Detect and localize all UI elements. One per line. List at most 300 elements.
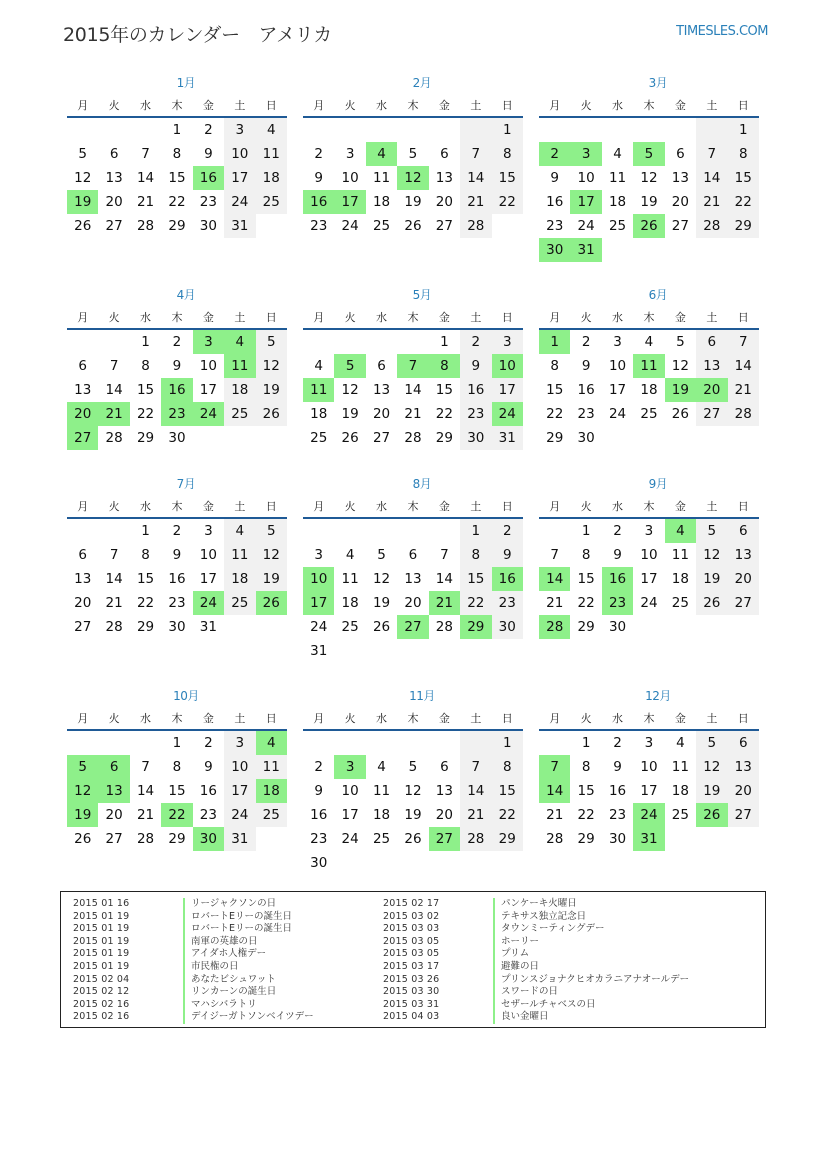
day-cell-holiday[interactable]: 21: [98, 402, 129, 426]
day-cell[interactable]: 18: [671, 783, 689, 799]
day-cell[interactable]: 19: [256, 567, 287, 591]
day-cell[interactable]: 18: [341, 595, 359, 611]
day-cell[interactable]: 30: [310, 855, 328, 871]
day-cell[interactable]: 7: [141, 146, 150, 162]
day-cell[interactable]: 15: [577, 783, 595, 799]
day-cell[interactable]: 20: [105, 807, 123, 823]
day-cell[interactable]: 6: [78, 547, 87, 563]
day-cell[interactable]: 7: [696, 142, 727, 166]
day-cell-holiday[interactable]: 17: [570, 190, 601, 214]
day-cell[interactable]: 25: [310, 430, 328, 446]
day-cell[interactable]: 8: [492, 755, 523, 779]
day-cell[interactable]: 24: [224, 190, 255, 214]
day-cell[interactable]: 4: [256, 118, 287, 142]
day-cell[interactable]: 18: [310, 406, 328, 422]
day-cell[interactable]: 12: [341, 382, 359, 398]
day-cell[interactable]: 2: [613, 523, 622, 539]
day-cell-holiday[interactable]: 19: [67, 803, 98, 827]
day-cell[interactable]: 26: [404, 831, 422, 847]
day-cell-holiday[interactable]: 7: [397, 354, 428, 378]
day-cell[interactable]: 17: [199, 571, 217, 587]
day-cell[interactable]: 4: [224, 519, 255, 543]
day-cell[interactable]: 17: [640, 571, 658, 587]
day-cell[interactable]: 18: [224, 378, 255, 402]
day-cell[interactable]: 4: [613, 146, 622, 162]
day-cell-holiday[interactable]: 16: [303, 190, 334, 214]
day-cell[interactable]: 4: [377, 759, 386, 775]
day-cell[interactable]: 6: [696, 330, 727, 354]
day-cell-holiday[interactable]: 31: [633, 827, 664, 851]
day-cell[interactable]: 5: [676, 334, 685, 350]
day-cell[interactable]: 29: [492, 827, 523, 851]
day-cell[interactable]: 22: [577, 595, 595, 611]
day-cell[interactable]: 20: [74, 595, 92, 611]
day-cell[interactable]: 15: [728, 166, 759, 190]
day-cell[interactable]: 25: [372, 831, 391, 847]
day-cell[interactable]: 24: [224, 803, 255, 827]
day-cell[interactable]: 10: [341, 783, 359, 799]
day-cell[interactable]: 29: [577, 831, 595, 847]
day-cell-holiday[interactable]: 21: [429, 591, 460, 615]
day-cell[interactable]: 2: [172, 334, 182, 350]
day-cell[interactable]: 28: [460, 827, 491, 851]
day-cell[interactable]: 14: [696, 166, 727, 190]
day-cell[interactable]: 13: [696, 354, 727, 378]
day-cell[interactable]: 19: [372, 595, 391, 611]
day-cell[interactable]: 1: [141, 334, 150, 350]
day-cell[interactable]: 23: [199, 194, 217, 210]
day-cell[interactable]: 8: [141, 547, 150, 563]
day-cell[interactable]: 15: [577, 571, 595, 587]
day-cell-holiday[interactable]: 26: [633, 214, 664, 238]
day-cell-holiday[interactable]: 4: [256, 731, 287, 755]
day-cell[interactable]: 14: [105, 382, 123, 398]
day-cell[interactable]: 30: [577, 430, 595, 446]
day-cell-holiday[interactable]: 26: [256, 591, 287, 615]
day-cell[interactable]: 15: [546, 382, 564, 398]
day-cell[interactable]: 18: [256, 166, 287, 190]
day-cell-holiday[interactable]: 4: [224, 330, 255, 354]
day-cell[interactable]: 3: [314, 547, 323, 563]
day-cell[interactable]: 4: [314, 358, 323, 374]
day-cell-holiday[interactable]: 17: [303, 591, 334, 615]
day-cell[interactable]: 1: [460, 519, 491, 543]
day-cell[interactable]: 3: [224, 731, 255, 755]
day-cell-holiday[interactable]: 16: [602, 567, 633, 591]
day-cell[interactable]: 9: [613, 759, 622, 775]
day-cell[interactable]: 7: [440, 547, 449, 563]
day-cell-holiday[interactable]: 11: [303, 378, 334, 402]
day-cell-holiday[interactable]: 19: [665, 378, 696, 402]
day-cell[interactable]: 27: [696, 402, 727, 426]
day-cell[interactable]: 18: [640, 382, 658, 398]
day-cell[interactable]: 20: [671, 194, 689, 210]
day-cell[interactable]: 8: [172, 146, 182, 162]
day-cell[interactable]: 12: [74, 170, 92, 186]
day-cell[interactable]: 13: [74, 571, 92, 587]
day-cell[interactable]: 26: [74, 218, 92, 234]
day-cell[interactable]: 28: [105, 430, 123, 446]
day-cell[interactable]: 25: [256, 803, 287, 827]
day-cell[interactable]: 27: [435, 218, 453, 234]
day-cell[interactable]: 6: [377, 358, 386, 374]
day-cell[interactable]: 30: [608, 619, 627, 635]
day-cell-holiday[interactable]: 11: [224, 354, 255, 378]
day-cell[interactable]: 15: [136, 382, 155, 398]
day-cell[interactable]: 16: [310, 807, 328, 823]
day-cell[interactable]: 24: [640, 595, 658, 611]
day-cell-holiday[interactable]: 11: [633, 354, 664, 378]
day-cell-holiday[interactable]: 13: [98, 779, 129, 803]
day-cell[interactable]: 20: [728, 779, 759, 803]
day-cell[interactable]: 24: [577, 218, 595, 234]
day-cell[interactable]: 12: [671, 358, 689, 374]
day-cell[interactable]: 19: [696, 567, 727, 591]
day-cell-holiday[interactable]: 29: [460, 615, 491, 639]
day-cell[interactable]: 8: [550, 358, 559, 374]
day-cell[interactable]: 21: [460, 803, 491, 827]
day-cell[interactable]: 30: [199, 218, 217, 234]
day-cell[interactable]: 10: [224, 142, 255, 166]
day-cell[interactable]: 28: [435, 619, 453, 635]
day-cell-holiday[interactable]: 24: [492, 402, 523, 426]
day-cell[interactable]: 29: [136, 619, 155, 635]
day-cell[interactable]: 24: [310, 619, 328, 635]
day-cell[interactable]: 17: [224, 166, 255, 190]
day-cell-holiday[interactable]: 3: [193, 330, 224, 354]
day-cell[interactable]: 22: [577, 807, 595, 823]
day-cell[interactable]: 26: [404, 218, 422, 234]
day-cell[interactable]: 21: [696, 190, 727, 214]
day-cell[interactable]: 7: [141, 759, 150, 775]
day-cell[interactable]: 17: [341, 807, 359, 823]
day-cell-holiday[interactable]: 31: [570, 238, 601, 262]
day-cell[interactable]: 1: [581, 523, 591, 539]
day-cell-holiday[interactable]: 18: [256, 779, 287, 803]
day-cell[interactable]: 7: [109, 358, 119, 374]
day-cell[interactable]: 26: [696, 591, 727, 615]
day-cell-holiday[interactable]: 19: [67, 190, 98, 214]
day-cell-holiday[interactable]: 24: [193, 591, 224, 615]
day-cell[interactable]: 14: [435, 571, 453, 587]
day-cell[interactable]: 11: [372, 783, 391, 799]
day-cell[interactable]: 21: [728, 378, 759, 402]
day-cell[interactable]: 17: [492, 378, 523, 402]
day-cell[interactable]: 25: [224, 591, 255, 615]
day-cell[interactable]: 28: [136, 218, 155, 234]
day-cell[interactable]: 15: [492, 166, 523, 190]
day-cell[interactable]: 18: [372, 807, 391, 823]
day-cell[interactable]: 11: [341, 571, 359, 587]
day-cell[interactable]: 6: [408, 547, 418, 563]
day-cell[interactable]: 14: [728, 354, 759, 378]
day-cell[interactable]: 21: [546, 595, 564, 611]
day-cell[interactable]: 28: [460, 214, 491, 238]
day-cell[interactable]: 3: [492, 330, 523, 354]
day-cell[interactable]: 5: [408, 759, 418, 775]
day-cell[interactable]: 25: [256, 190, 287, 214]
day-cell[interactable]: 30: [168, 619, 186, 635]
day-cell-holiday[interactable]: 12: [397, 166, 428, 190]
day-cell[interactable]: 11: [256, 142, 287, 166]
day-cell[interactable]: 27: [671, 218, 689, 234]
day-cell[interactable]: 13: [728, 543, 759, 567]
day-cell-holiday[interactable]: 24: [633, 803, 664, 827]
day-cell[interactable]: 29: [435, 430, 453, 446]
day-cell[interactable]: 14: [136, 783, 155, 799]
day-cell[interactable]: 21: [136, 194, 155, 210]
day-cell[interactable]: 28: [696, 214, 727, 238]
day-cell[interactable]: 3: [345, 146, 355, 162]
day-cell[interactable]: 25: [224, 402, 255, 426]
day-cell[interactable]: 1: [172, 735, 182, 751]
day-cell[interactable]: 26: [341, 430, 359, 446]
day-cell[interactable]: 14: [460, 779, 491, 803]
day-cell[interactable]: 1: [440, 334, 449, 350]
day-cell-holiday[interactable]: 3: [570, 142, 601, 166]
day-cell[interactable]: 18: [372, 194, 391, 210]
day-cell[interactable]: 6: [78, 358, 87, 374]
day-cell[interactable]: 22: [136, 595, 155, 611]
day-cell[interactable]: 20: [105, 194, 123, 210]
day-cell[interactable]: 28: [546, 831, 564, 847]
day-cell-holiday[interactable]: 5: [67, 755, 98, 779]
day-cell[interactable]: 10: [640, 759, 658, 775]
day-cell-holiday[interactable]: 16: [193, 166, 224, 190]
day-cell[interactable]: 23: [577, 406, 595, 422]
day-cell[interactable]: 9: [314, 170, 323, 186]
day-cell[interactable]: 18: [608, 194, 627, 210]
day-cell[interactable]: 1: [492, 731, 523, 755]
day-cell[interactable]: 5: [408, 146, 418, 162]
day-cell[interactable]: 12: [372, 571, 391, 587]
day-cell[interactable]: 13: [404, 571, 422, 587]
day-cell[interactable]: 2: [581, 334, 591, 350]
day-cell[interactable]: 26: [372, 619, 391, 635]
day-cell[interactable]: 5: [256, 519, 287, 543]
day-cell[interactable]: 14: [136, 170, 155, 186]
day-cell[interactable]: 10: [199, 547, 217, 563]
day-cell-holiday[interactable]: 20: [67, 402, 98, 426]
day-cell-holiday[interactable]: 23: [161, 402, 192, 426]
day-cell[interactable]: 9: [460, 354, 491, 378]
brand-logo[interactable]: TIMESLES.COM: [676, 24, 768, 39]
day-cell[interactable]: 11: [372, 170, 391, 186]
day-cell[interactable]: 30: [460, 426, 491, 450]
day-cell[interactable]: 9: [204, 759, 213, 775]
day-cell[interactable]: 3: [644, 735, 654, 751]
day-cell[interactable]: 15: [168, 783, 186, 799]
day-cell[interactable]: 29: [168, 831, 186, 847]
day-cell[interactable]: 9: [613, 547, 622, 563]
day-cell-holiday[interactable]: 2: [539, 142, 570, 166]
day-cell-holiday[interactable]: 10: [492, 354, 523, 378]
day-cell[interactable]: 24: [341, 218, 359, 234]
day-cell[interactable]: 22: [728, 190, 759, 214]
day-cell[interactable]: 23: [492, 591, 523, 615]
day-cell[interactable]: 29: [136, 430, 155, 446]
day-cell-holiday[interactable]: 14: [539, 779, 570, 803]
day-cell[interactable]: 16: [608, 783, 627, 799]
day-cell[interactable]: 8: [728, 142, 759, 166]
day-cell[interactable]: 5: [78, 146, 87, 162]
day-cell-holiday[interactable]: 7: [539, 755, 570, 779]
day-cell-holiday[interactable]: 3: [334, 755, 365, 779]
day-cell[interactable]: 17: [640, 783, 658, 799]
day-cell-holiday[interactable]: 17: [334, 190, 365, 214]
day-cell[interactable]: 13: [435, 170, 453, 186]
day-cell[interactable]: 31: [224, 827, 255, 851]
day-cell[interactable]: 21: [546, 807, 564, 823]
day-cell-holiday[interactable]: 4: [665, 519, 696, 543]
day-cell[interactable]: 2: [172, 523, 182, 539]
day-cell[interactable]: 5: [377, 547, 386, 563]
day-cell[interactable]: 11: [256, 755, 287, 779]
day-cell[interactable]: 30: [168, 430, 186, 446]
day-cell[interactable]: 31: [492, 426, 523, 450]
day-cell[interactable]: 2: [613, 735, 622, 751]
day-cell[interactable]: 2: [204, 122, 213, 138]
day-cell[interactable]: 7: [728, 330, 759, 354]
day-cell[interactable]: 20: [435, 807, 453, 823]
day-cell-holiday[interactable]: 8: [429, 354, 460, 378]
day-cell[interactable]: 30: [608, 831, 627, 847]
day-cell[interactable]: 6: [440, 146, 449, 162]
day-cell[interactable]: 22: [435, 406, 453, 422]
day-cell[interactable]: 3: [644, 523, 654, 539]
day-cell-holiday[interactable]: 10: [303, 567, 334, 591]
day-cell[interactable]: 1: [492, 118, 523, 142]
day-cell[interactable]: 14: [404, 382, 422, 398]
day-cell[interactable]: 28: [728, 402, 759, 426]
day-cell[interactable]: 2: [460, 330, 491, 354]
day-cell[interactable]: 8: [460, 543, 491, 567]
day-cell[interactable]: 27: [728, 803, 759, 827]
day-cell[interactable]: 10: [341, 170, 359, 186]
day-cell[interactable]: 8: [581, 759, 591, 775]
day-cell-holiday[interactable]: 27: [67, 426, 98, 450]
day-cell[interactable]: 23: [168, 595, 186, 611]
day-cell[interactable]: 17: [224, 779, 255, 803]
day-cell-holiday[interactable]: 30: [193, 827, 224, 851]
day-cell[interactable]: 17: [199, 382, 217, 398]
day-cell[interactable]: 31: [310, 643, 328, 659]
day-cell[interactable]: 16: [577, 382, 595, 398]
day-cell[interactable]: 27: [105, 218, 123, 234]
day-cell[interactable]: 15: [136, 571, 155, 587]
day-cell[interactable]: 11: [224, 543, 255, 567]
day-cell-holiday[interactable]: 22: [161, 803, 192, 827]
day-cell-holiday[interactable]: 26: [696, 803, 727, 827]
day-cell[interactable]: 13: [671, 170, 689, 186]
day-cell[interactable]: 6: [728, 731, 759, 755]
day-cell[interactable]: 18: [224, 567, 255, 591]
day-cell[interactable]: 9: [204, 146, 213, 162]
day-cell[interactable]: 26: [256, 402, 287, 426]
day-cell[interactable]: 8: [492, 142, 523, 166]
day-cell[interactable]: 19: [256, 378, 287, 402]
day-cell[interactable]: 25: [608, 218, 627, 234]
day-cell[interactable]: 21: [136, 807, 155, 823]
day-cell-holiday[interactable]: 23: [602, 591, 633, 615]
day-cell[interactable]: 14: [105, 571, 123, 587]
day-cell[interactable]: 21: [105, 595, 123, 611]
day-cell[interactable]: 7: [460, 142, 491, 166]
day-cell[interactable]: 22: [492, 803, 523, 827]
day-cell[interactable]: 25: [671, 595, 689, 611]
day-cell[interactable]: 16: [546, 194, 564, 210]
day-cell[interactable]: 3: [204, 523, 213, 539]
day-cell[interactable]: 12: [696, 543, 727, 567]
day-cell[interactable]: 4: [644, 334, 654, 350]
day-cell[interactable]: 22: [136, 406, 155, 422]
day-cell[interactable]: 12: [404, 783, 422, 799]
day-cell[interactable]: 5: [256, 330, 287, 354]
day-cell[interactable]: 7: [550, 547, 559, 563]
day-cell[interactable]: 7: [460, 755, 491, 779]
day-cell[interactable]: 29: [546, 430, 564, 446]
day-cell[interactable]: 18: [671, 571, 689, 587]
day-cell[interactable]: 12: [256, 543, 287, 567]
day-cell[interactable]: 23: [310, 831, 328, 847]
day-cell[interactable]: 16: [168, 571, 186, 587]
day-cell[interactable]: 12: [256, 354, 287, 378]
day-cell[interactable]: 10: [224, 755, 255, 779]
day-cell[interactable]: 13: [728, 755, 759, 779]
day-cell[interactable]: 30: [492, 615, 523, 639]
day-cell[interactable]: 25: [372, 218, 391, 234]
day-cell[interactable]: 1: [728, 118, 759, 142]
day-cell[interactable]: 27: [372, 430, 391, 446]
day-cell[interactable]: 31: [224, 214, 255, 238]
day-cell-holiday[interactable]: 16: [492, 567, 523, 591]
day-cell[interactable]: 26: [671, 406, 689, 422]
day-cell-holiday[interactable]: 5: [633, 142, 664, 166]
day-cell[interactable]: 10: [577, 170, 595, 186]
day-cell[interactable]: 8: [581, 547, 591, 563]
day-cell[interactable]: 31: [199, 619, 217, 635]
day-cell-holiday[interactable]: 27: [397, 615, 428, 639]
day-cell[interactable]: 29: [577, 619, 595, 635]
day-cell-holiday[interactable]: 24: [193, 402, 224, 426]
day-cell[interactable]: 8: [172, 759, 182, 775]
day-cell[interactable]: 27: [728, 591, 759, 615]
day-cell[interactable]: 9: [581, 358, 591, 374]
day-cell[interactable]: 7: [109, 547, 119, 563]
day-cell[interactable]: 23: [310, 218, 328, 234]
day-cell[interactable]: 28: [136, 831, 155, 847]
day-cell[interactable]: 12: [696, 755, 727, 779]
day-cell[interactable]: 15: [492, 779, 523, 803]
day-cell-holiday[interactable]: 4: [366, 142, 397, 166]
day-cell[interactable]: 19: [404, 194, 422, 210]
day-cell[interactable]: 2: [314, 759, 323, 775]
day-cell[interactable]: 12: [640, 170, 658, 186]
day-cell[interactable]: 2: [492, 519, 523, 543]
day-cell[interactable]: 22: [546, 406, 564, 422]
day-cell[interactable]: 1: [172, 122, 182, 138]
day-cell[interactable]: 6: [440, 759, 449, 775]
day-cell[interactable]: 23: [199, 807, 217, 823]
day-cell[interactable]: 25: [341, 619, 359, 635]
day-cell[interactable]: 13: [74, 382, 92, 398]
day-cell[interactable]: 20: [404, 595, 422, 611]
day-cell-holiday[interactable]: 6: [98, 755, 129, 779]
day-cell[interactable]: 15: [460, 567, 491, 591]
day-cell[interactable]: 22: [492, 190, 523, 214]
day-cell-holiday[interactable]: 16: [161, 378, 192, 402]
day-cell-holiday[interactable]: 28: [539, 615, 570, 639]
